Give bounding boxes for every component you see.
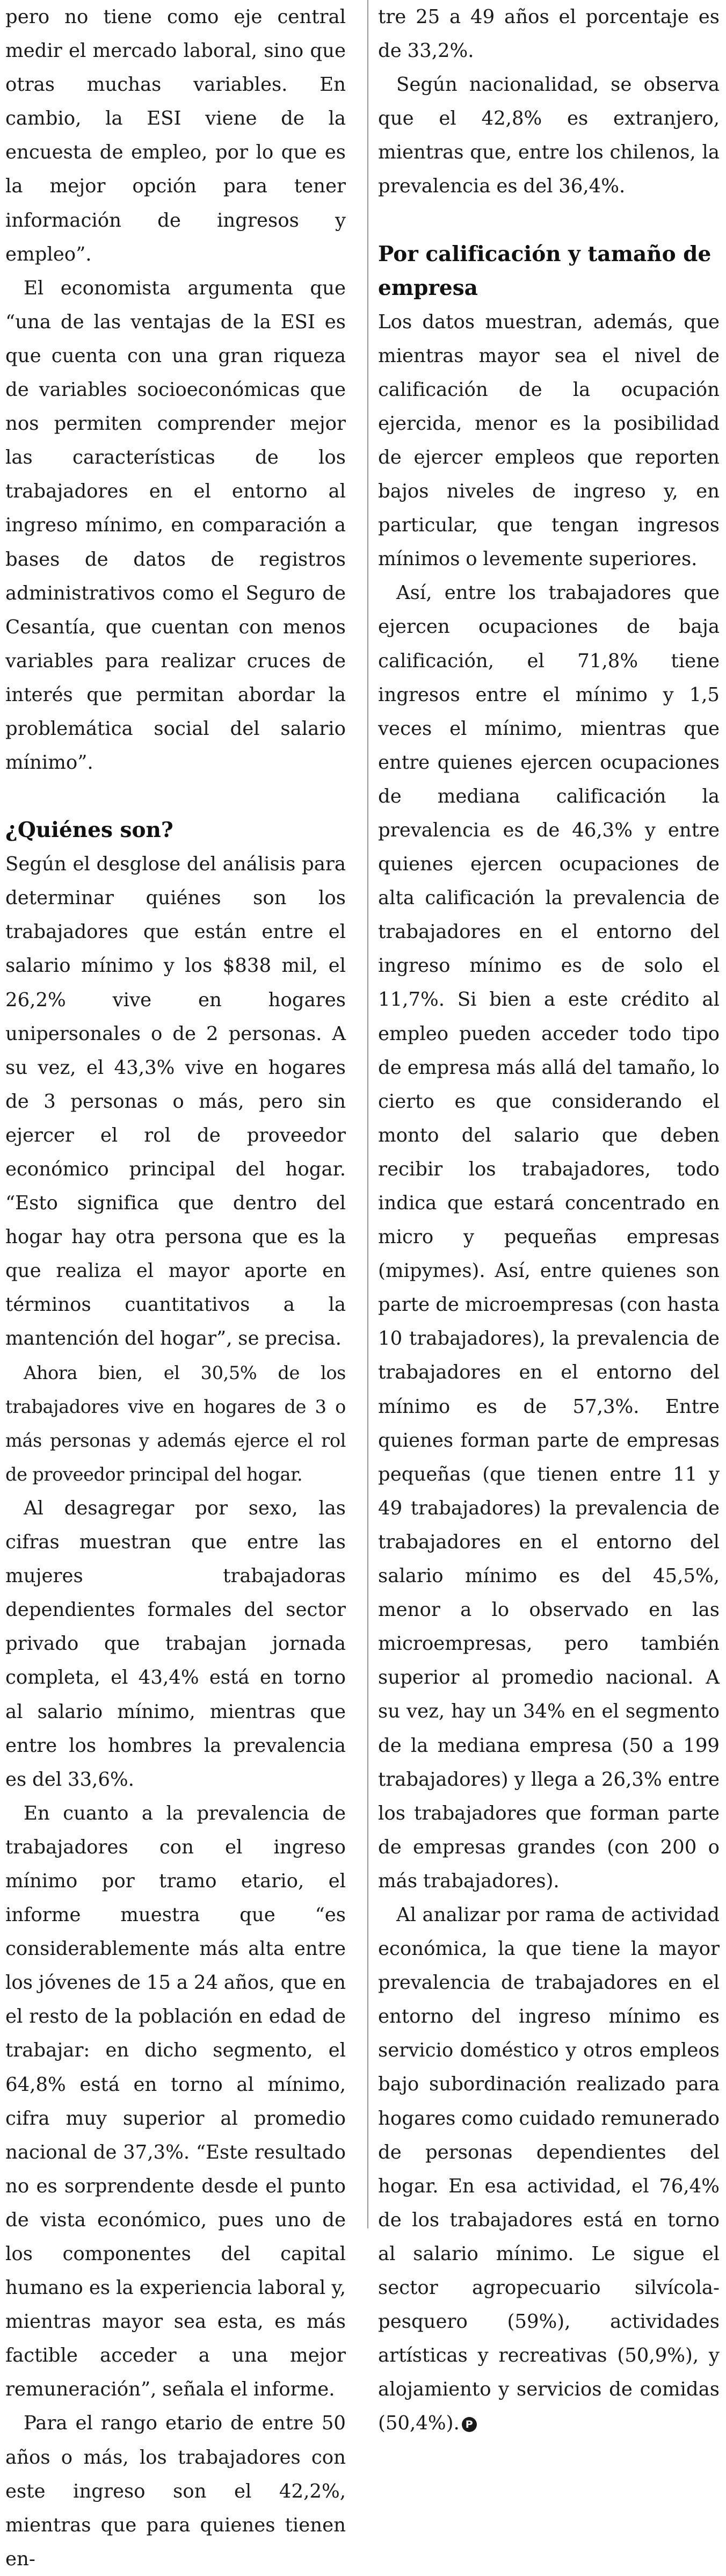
paragraph-older-workers: Para el rango etario de entre 50 años o más, los trabajadores con este ingreso son el 42,2%, mientras que para quienes tienen en-: [5, 2412, 346, 2570]
paragraph-esi-advantages: El economista argumenta que “una de las ventajas de la ESI es que cuenta con una gran riqueza de variables socioeconómicas que nos permiten comprender mejor las características de los trabajadores en el entorno al ingreso mínimo, en comparación a bases de datos de registros administrativos como el Seguro de Cesantía, que cuentan con menos variables para realizar cruces de interés que permitan abordar la problemática social del salario mínimo”.: [5, 277, 346, 774]
column-divider: [367, 0, 368, 2228]
section-heading-calificacion: Por calificación y tamaño de empresa: [378, 241, 712, 300]
paragraph-household-breakdown: Según el desglose del análisis para determinar quiénes son los trabajadores que están entre el salario mínimo y los $838 mil, el 26,2% vive en hogares unipersonales o de 2 personas. A su vez, el 43,3% vive en hogares de 3 personas o más, pero sin ejercer el rol de proveedor económico principal del hogar. “Esto significa que dentro del hogar hay otra persona que es la que realiza el mayor aporte en términos cuantitativos a la mantención del hogar”, se precisa.: [5, 853, 346, 1350]
paragraph-main-provider: Ahora bien, el 30,5% de los trabajadores vive en hogares de 3 o más personas y además ejerce el rol de proveedor principal del hogar.: [5, 1362, 346, 1485]
paragraph-qualification-level: Los datos muestran, además, que mientras mayor sea el nivel de calificación de la ocupación ejercida, menor es la posibilidad de ejercer empleos que reporten bajos niveles de ingreso y, en particular, que tengan ingresos mínimos o levemente superiores.: [378, 311, 720, 571]
paragraph-economic-sector: [378, 1898, 720, 2441]
paragraph-by-nationality: Según nacionalidad, se observa que el 42,8% es extranjero, mientras que, entre los chilenos, la prevalencia es del 36,4%.: [378, 74, 720, 198]
section-spacer: [5, 780, 346, 813]
article-right-column: [376, 0, 723, 2440]
paragraph-company-size: Así, entre los trabajadores que ejercen ocupaciones de baja calificación, el 71,8% tiene ingresos entre el mínimo y 1,5 veces el mínimo, mientras que entre quienes ejercen ocupaciones de mediana calificación la prevalencia es de 46,3% y entre quienes ejercen ocupaciones de alta calificación la prevalencia de trabajadores en el entorno del ingreso mínimo es de solo el 11,7%. Si bien a este crédito al empleo pueden acceder todo tipo de empresa más allá del tamaño, lo cierto es que considerando el monto del salario que deben recibir los trabajadores, todo indica que estará concentrado en micro y pequeñas empresas (mipymes). Así, entre quienes son parte de microempresas (con hasta 10 trabajadores), la prevalencia de trabajadores en el entorno del mínimo es de 57,3%. Entre quienes forman parte de empresas pequeñas (que tienen entre 11 y 49 trabajadores) la prevalencia de trabajadores en el entorno del salario mínimo es del 45,5%, menor a lo observado en las microempresas, pero también superior al promedio nacional. A su vez, hay un 34% en el segmento de la mediana empresa (50 a 199 trabajadores) y llega a 26,3% entre los trabajadores que forman parte de empresas grandes (con 200 o más trabajadores).: [378, 582, 720, 1892]
paragraph-continuation: pero no tiene como eje central medir el mercado laboral, sino que otras muchas variables. En cambio, la ESI viene de la encuesta de empleo, por lo que es la mejor opción para tener información de ingresos y empleo”.: [5, 6, 346, 265]
paragraph-by-sex: Al desagregar por sexo, las cifras muestran que entre las mujeres trabajadoras dependientes formales del sector privado que trabajan jornada completa, el 43,4% está en torno al salario mínimo, mientras que entre los hombres la prevalencia es del 33,6%.: [5, 1497, 346, 1791]
section-spacer: [378, 204, 720, 237]
paragraph-age-range-continuation: tre 25 a 49 años el porcentaje es de 33,2%.: [378, 6, 720, 62]
section-heading-quienes-son: ¿Quiénes son?: [5, 818, 173, 843]
article-left-column: [5, 0, 352, 2576]
paragraph-by-age: En cuanto a la prevalencia de trabajadores con el ingreso mínimo por tramo etario, el informe muestra que “es considerablemente más alta entre los jóvenes de 15 a 24 años, que en el resto de la población en edad de trabajar: en dicho segmento, el 64,8% está en torno al mínimo, cifra muy superior al promedio nacional de 37,3%. “Este resultado no es sorprendente desde el punto de vista económico, pues uno de los componentes del capital humano es la experiencia laboral y, mientras mayor sea esta, es más factible acceder a una mejor remuneración”, señala el informe.: [5, 1802, 346, 2401]
sector-text: Al analizar por rama de actividad económica, la que tiene la mayor prevalencia de trabajadores en el entorno del ingreso mínimo es servicio doméstico y otros empleos bajo subordinación realizado para hogares como cuidado remunerado de personas dependientes del hogar. En esa actividad, el 76,4% de los trabajadores está en torno al salario mínimo. Le sigue el sector agropecuario silvícola- pesquero (59%), actividades artísticas y recreativas (50,9%), y alojamiento y servicios de comidas (50,4%).: [378, 1903, 720, 2435]
article-end-mark-icon: P: [462, 2417, 477, 2432]
